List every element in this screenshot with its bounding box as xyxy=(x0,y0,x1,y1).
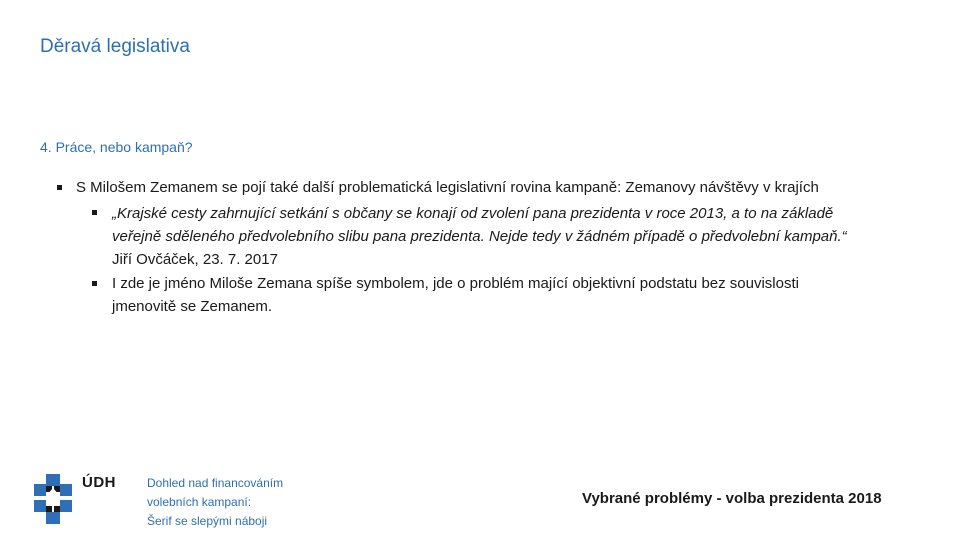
project-name xyxy=(147,474,317,531)
bullet-note xyxy=(112,272,912,318)
square-bullet-icon xyxy=(92,210,97,215)
square-bullet-icon xyxy=(92,281,97,286)
note-line-1: I zde je jméno Miloše Zemana spíše symbolem, jde o problém mající objektivní podstatu bez souvislosti xyxy=(112,275,799,292)
slide-title: Děravá legislativa xyxy=(40,36,190,57)
footer-title: Vybrané problémy - volba prezidenta 2018 xyxy=(582,490,882,507)
project-line-1: Dohled nad financováním xyxy=(147,476,284,490)
slide-subtitle: 4. Práce, nebo kampaň? xyxy=(40,139,193,155)
bullet-quote xyxy=(112,202,912,271)
quote-line-2: veřejně sděleného předvolebního slibu pana prezidenta. Nejde tedy v žádném případě o předvolební kampaň.“ xyxy=(112,228,847,245)
project-line-2: volebních kampaní: xyxy=(147,495,252,509)
logo-text: ÚDH xyxy=(82,474,116,491)
quote-line-1: „Krajské cesty zahrnující setkání s občany se konají od zvolení pana prezidenta v roce 2013, a to na základě xyxy=(112,205,834,222)
quote-attribution: Jiří Ovčáček, 23. 7. 2017 xyxy=(112,251,278,268)
bullet-main: S Milošem Zemanem se pojí také další problematická legislativní rovina kampaně: Zemanovy návštěvy v krajích xyxy=(76,179,819,196)
square-bullet-icon xyxy=(57,185,62,190)
note-line-2: jmenovitě se Zemanem. xyxy=(112,298,273,315)
project-line-3: Šerif se slepými náboji xyxy=(147,514,268,528)
